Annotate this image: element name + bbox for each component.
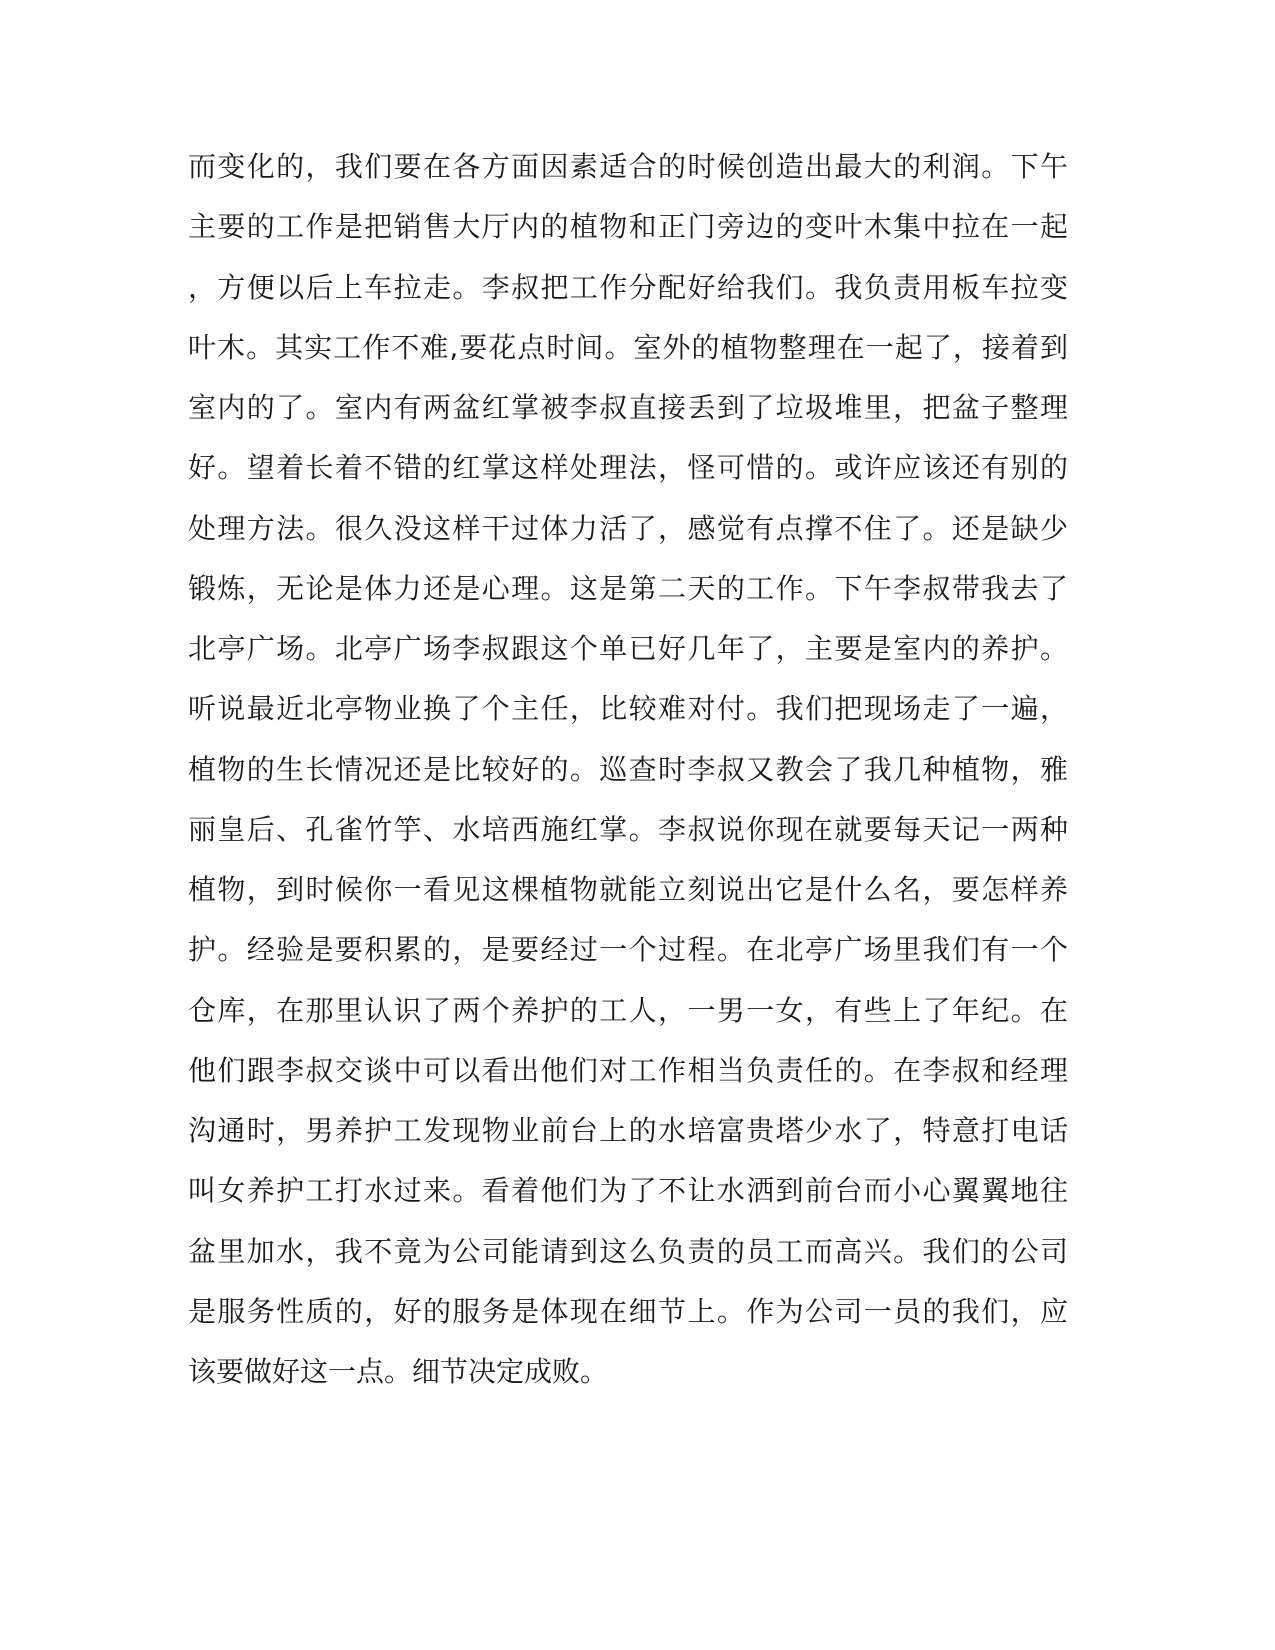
text-line: 盆里加水，我不竟为公司能请到这么负责的员工而高兴。我们的公司	[188, 1234, 1068, 1268]
text-line: 丽皇后、孔雀竹竽、水培西施红掌。李叔说你现在就要每天记一两种	[188, 812, 1068, 846]
text-line: 主要的工作是把销售大厅内的植物和正门旁边的变叶木集中拉在一起	[188, 210, 1068, 244]
text-line: 他们跟李叔交谈中可以看出他们对工作相当负责任的。在李叔和经理	[188, 1053, 1068, 1087]
text-line: 好。望着长着不错的红掌这样处理法，怪可惜的。或许应该还有别的	[188, 451, 1068, 485]
text-line: 锻炼，无论是体力还是心理。这是第二天的工作。下午李叔带我去了	[188, 571, 1068, 605]
text-line: 植物的生长情况还是比较好的。巡查时李叔又教会了我几种植物，雅	[188, 752, 1068, 786]
text-line: 听说最近北亭物业换了个主任，比较难对付。我们把现场走了一遍，	[188, 692, 1068, 726]
text-line: 护。经验是要积累的，是要经过一个过程。在北亭广场里我们有一个	[188, 933, 1068, 967]
text-line: 而变化的，我们要在各方面因素适合的时候创造出最大的利润。下午	[188, 150, 1068, 183]
text-line: 植物，到时候你一看见这棵植物就能立刻说出它是什么名，要怎样养	[188, 873, 1068, 906]
text-line: 该要做好这一点。细节决定成败。	[188, 1355, 609, 1388]
text-line: 仓库，在那里认识了两个养护的工人，一男一女，有些上了年纪。在	[188, 993, 1068, 1027]
text-line: 沟通时，男养护工发现物业前台上的水培富贵塔少水了，特意打电话	[188, 1114, 1068, 1147]
body-paragraph	[188, 151, 1068, 1416]
text-line: 室内的了。室内有两盆红掌被李叔直接丢到了垃圾堆里，把盆子整理	[188, 391, 1068, 424]
text-line: 叶木。其实工作不难,要花点时间。室外的植物整理在一起了，接着到	[188, 330, 1068, 364]
text-line: 北亭广场。北亭广场李叔跟这个单已好几年了，主要是室内的养护。	[188, 632, 1068, 665]
text-line: ，方便以后上车拉走。李叔把工作分配好给我们。我负责用板车拉变	[188, 270, 1068, 304]
text-line: 是服务性质的，好的服务是体现在细节上。作为公司一员的我们，应	[188, 1294, 1068, 1328]
text-line: 处理方法。很久没这样干过体力活了，感觉有点撑不住了。还是缺少	[188, 511, 1068, 545]
text-line: 叫女养护工打水过来。看着他们为了不让水洒到前台而小心翼翼地往	[188, 1174, 1068, 1208]
